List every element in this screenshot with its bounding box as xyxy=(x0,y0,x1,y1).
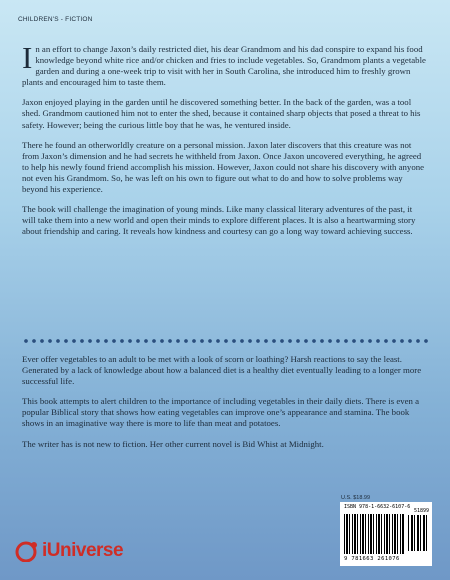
about-paragraph-2: This book attempts to alert children to the importance of including vegetables in their daily diets. There is even a popular Biblical story that shows how eating vegetables can improve one’s appearance and stamina. The book shows in an imaginative way there is more to life than meat and potatoes. xyxy=(22,396,420,429)
ean-barcode-bars xyxy=(344,514,404,554)
about-paragraph-1: Ever offer vegetables to an adult to be met with a look of scorn or loathing? Harsh reactions to say the least. Generated by a lack of knowledge about how a balanced diet is a healthy diet eventually leading to a longer more successful life. xyxy=(22,354,422,387)
about-section xyxy=(22,354,428,459)
publisher-name: iUniverse xyxy=(42,540,124,561)
blurb-paragraph-3: There he found an otherworldly creature on a personal mission. Jaxon later discovers that this creature was not from Jaxon’s dimension and he had secrets he withheld from Jaxon. Once Jaxon uncovered everything, he agreed to help his newly found friend accomplish his mission. However, Jaxon could not share his discovery with anyone not even his Grandmom. So, he was left on his own to figure out what to do and how to solve problems way beyond his experience. xyxy=(22,139,425,195)
publisher-logo xyxy=(14,540,123,562)
isbn-text: ISBN 978-1-6632-6107-6 xyxy=(344,504,411,510)
addon-barcode-bars xyxy=(408,515,428,551)
blurb-paragraph-1-text: n an effort to change Jaxon’s daily restricted diet, his dear Grandmom and his dad conspire to expand his food knowledge beyond white rice and/or chicken and fries to include vegetables. So, Grandmom plants a vegetable garden and during a one-week trip to visit with her in South Carolina, she introduced him to freshly grown plants and encouraged him to taste them. xyxy=(22,44,426,88)
about-paragraph-3: The writer has is not new to fiction. Her other current novel is Bid Whist at Midnight. xyxy=(22,438,324,449)
ean-number: 9 781663 261076 xyxy=(344,556,400,562)
blurb-paragraph-4: The book will challenge the imagination of young minds. Like many classical literary adventures of the past, it will take them into a new world and open their minds to explore different places. It is also a heartwarming story about friendship and caring. It reveals how kindness and courtesy can go a long way toward achieving success. xyxy=(22,204,416,237)
category-label: CHILDREN'S - FICTION xyxy=(18,16,93,23)
price-addon-code: 51899 xyxy=(413,508,429,514)
barcode xyxy=(340,502,432,566)
publisher-logo-icon xyxy=(14,540,40,562)
dotted-divider xyxy=(22,338,428,344)
blurb-section xyxy=(22,40,428,246)
blurb-paragraph-1 xyxy=(22,40,428,88)
blurb-paragraph-2: Jaxon enjoyed playing in the garden until he discovered something better. In the back of the garden, was a tool shed. Grandmom cautioned him not to enter the shed, because it contained sharp objects that posed a threat to his safety. However; being the curious little boy that he was, he ventured inside. xyxy=(22,97,421,130)
price-label: U.S. $18.99 xyxy=(341,495,371,501)
drop-cap: I xyxy=(22,40,33,75)
